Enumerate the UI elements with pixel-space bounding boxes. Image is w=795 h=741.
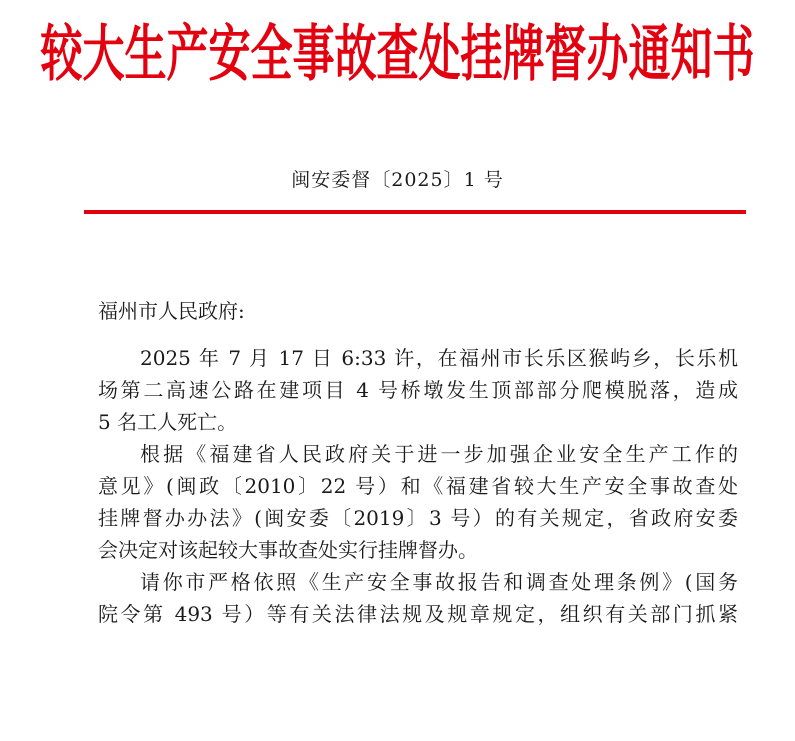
paragraph-1: [98, 342, 738, 438]
body-line: 场第二高速公路在建项目 4 号桥墩发生顶部部分爬模脱落，造成: [98, 378, 738, 402]
paragraph-2: [98, 438, 738, 566]
paragraph-3: [98, 566, 738, 630]
body-line: 根据《福建省人民政府关于进一步加强企业安全生产工作的: [140, 442, 738, 466]
body-line: 会决定对该起较大事故查处实行挂牌督办。: [98, 538, 478, 562]
red-divider-line: [84, 210, 746, 214]
body-line: 院令第 493 号）等有关法律法规及规章规定，组织有关部门抓紧: [98, 602, 738, 626]
body-line: 2025 年 7 月 17 日 6:33 许，在福州市长乐区猴屿乡，长乐机: [140, 346, 738, 370]
body-line: 请你市严格依照《生产安全事故报告和调查处理条例》(国务: [140, 570, 738, 594]
body-line: 意见》(闽政〔2010〕22 号）和《福建省较大生产安全事故查处: [98, 474, 738, 498]
body-line: 挂牌督办办法》(闽安委〔2019〕3 号）的有关规定，省政府安委: [98, 506, 738, 530]
salutation: 福州市人民政府:: [98, 299, 245, 323]
document-body: [98, 342, 738, 630]
document-number: 闽安委督〔2025〕1 号: [291, 169, 504, 191]
body-line: 5 名工人死亡。: [98, 410, 238, 434]
document-title: 较大生产安全事故查处挂牌督办通知书: [40, 17, 755, 89]
